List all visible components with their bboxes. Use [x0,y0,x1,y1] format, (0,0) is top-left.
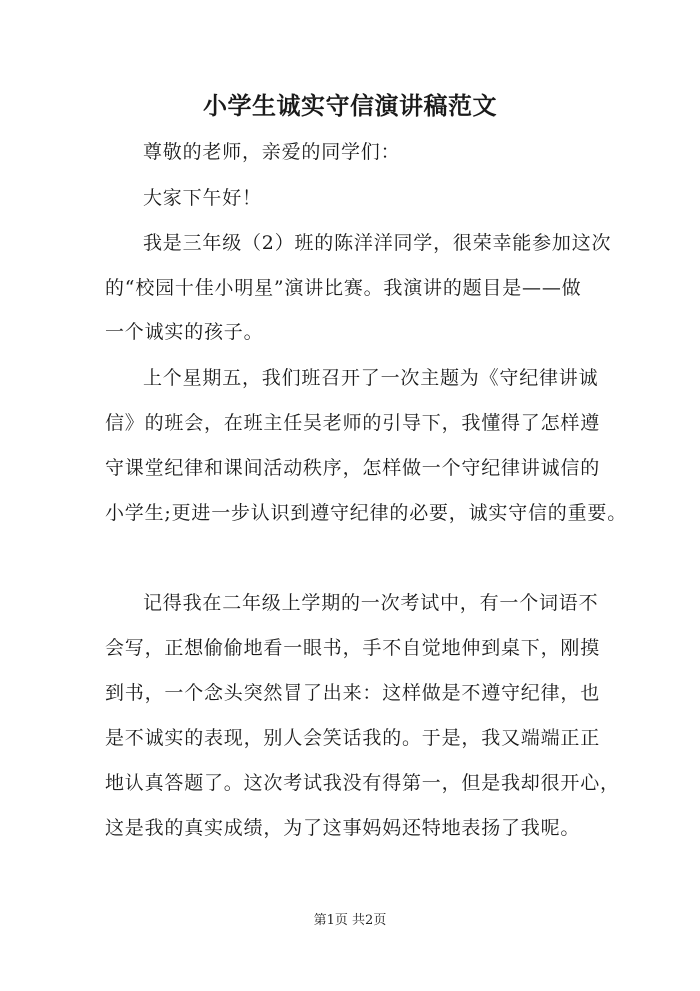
text-line: 是不诚实的表现，别人会笑话我的。于是，我又端端正正 [105,727,601,749]
text-line: 尊敬的老师，亲爱的同学们： [143,141,401,163]
text-line: 小学生;更进一步认识到遵守纪律的必要，诚实守信的重要。 [105,502,628,524]
text-line: 上个星期五，我们班召开了一次主题为《守纪律讲诚 [143,367,599,389]
text-line: 信》的班会，在班主任吴老师的引导下，我懂得了怎样遵 [105,412,601,434]
text-line: 我是三年级（2）班的陈洋洋同学，很荣幸能参加这次 [143,232,612,254]
text-line: 到书，一个念头突然冒了出来：这样做是不遵守纪律，也 [105,682,601,704]
document-title: 小学生诚实守信演讲稿范文 [203,91,497,120]
text-line: 地认真答题了。这次考试我没有得第一，但是我却很开心， [105,772,620,794]
text-line: 的“校园十佳小明星”演讲比赛。我演讲的题目是——做 [105,277,582,299]
text-line: 大家下午好！ [143,187,262,209]
text-line: 守课堂纪律和课间活动秩序，怎样做一个守纪律讲诚信的 [105,457,601,479]
text-line: 会写，正想偷偷地看一眼书，手不自觉地伸到桌下，刚摸 [105,637,601,659]
text-line: 这是我的真实成绩，为了这事妈妈还特地表扬了我呢。 [105,817,581,839]
text-line: 记得我在二年级上学期的一次考试中，有一个词语不 [143,592,599,614]
text-line: 一个诚实的孩子。 [105,321,264,343]
page-footer: 第1页 共2页 [313,913,387,928]
